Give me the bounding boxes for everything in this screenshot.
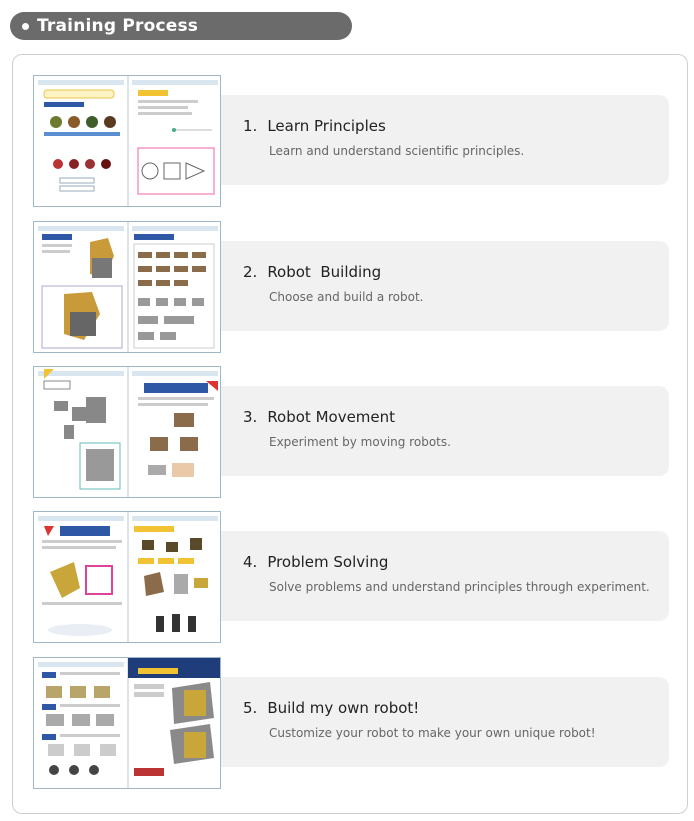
- step-4-description: Solve problems and understand principles through experiment.: [269, 580, 650, 594]
- step-2-description: Choose and build a robot.: [269, 290, 424, 304]
- step-1-title: Learn Principles: [267, 117, 386, 135]
- section-header: [10, 12, 352, 40]
- training-process-panel: [12, 54, 688, 814]
- step-1-description: Learn and understand scientific principles.: [269, 144, 525, 158]
- step-3-card: [221, 386, 669, 476]
- step-2-workbook-image: [33, 221, 221, 353]
- step-3-number: 3.: [243, 408, 258, 426]
- section-title: Training Process: [37, 16, 199, 36]
- step-5-title: Build my own robot!: [267, 699, 420, 717]
- step-3: [33, 366, 669, 498]
- step-1-card: [221, 95, 669, 185]
- step-2: [33, 221, 669, 353]
- step-2-number: 2.: [243, 263, 258, 281]
- step-5-card: [221, 677, 669, 767]
- step-4-workbook-image: [33, 511, 221, 643]
- step-3-workbook-image: [33, 366, 221, 498]
- step-1-number: 1.: [243, 117, 258, 135]
- step-5-description: Customize your robot to make your own unique robot!: [269, 726, 596, 740]
- step-1: [33, 75, 669, 207]
- step-4-number: 4.: [243, 553, 258, 571]
- step-2-title: Robot Building: [267, 263, 382, 281]
- step-4: [33, 511, 669, 643]
- step-2-card: [221, 241, 669, 331]
- step-5-workbook-image: [33, 657, 221, 789]
- step-5: [33, 657, 669, 789]
- bullet-dot-icon: [22, 23, 29, 30]
- step-3-description: Experiment by moving robots.: [269, 435, 451, 449]
- step-4-title: Problem Solving: [267, 553, 389, 571]
- step-5-number: 5.: [243, 699, 258, 717]
- step-4-card: [221, 531, 669, 621]
- step-1-workbook-image: [33, 75, 221, 207]
- step-3-title: Robot Movement: [267, 408, 396, 426]
